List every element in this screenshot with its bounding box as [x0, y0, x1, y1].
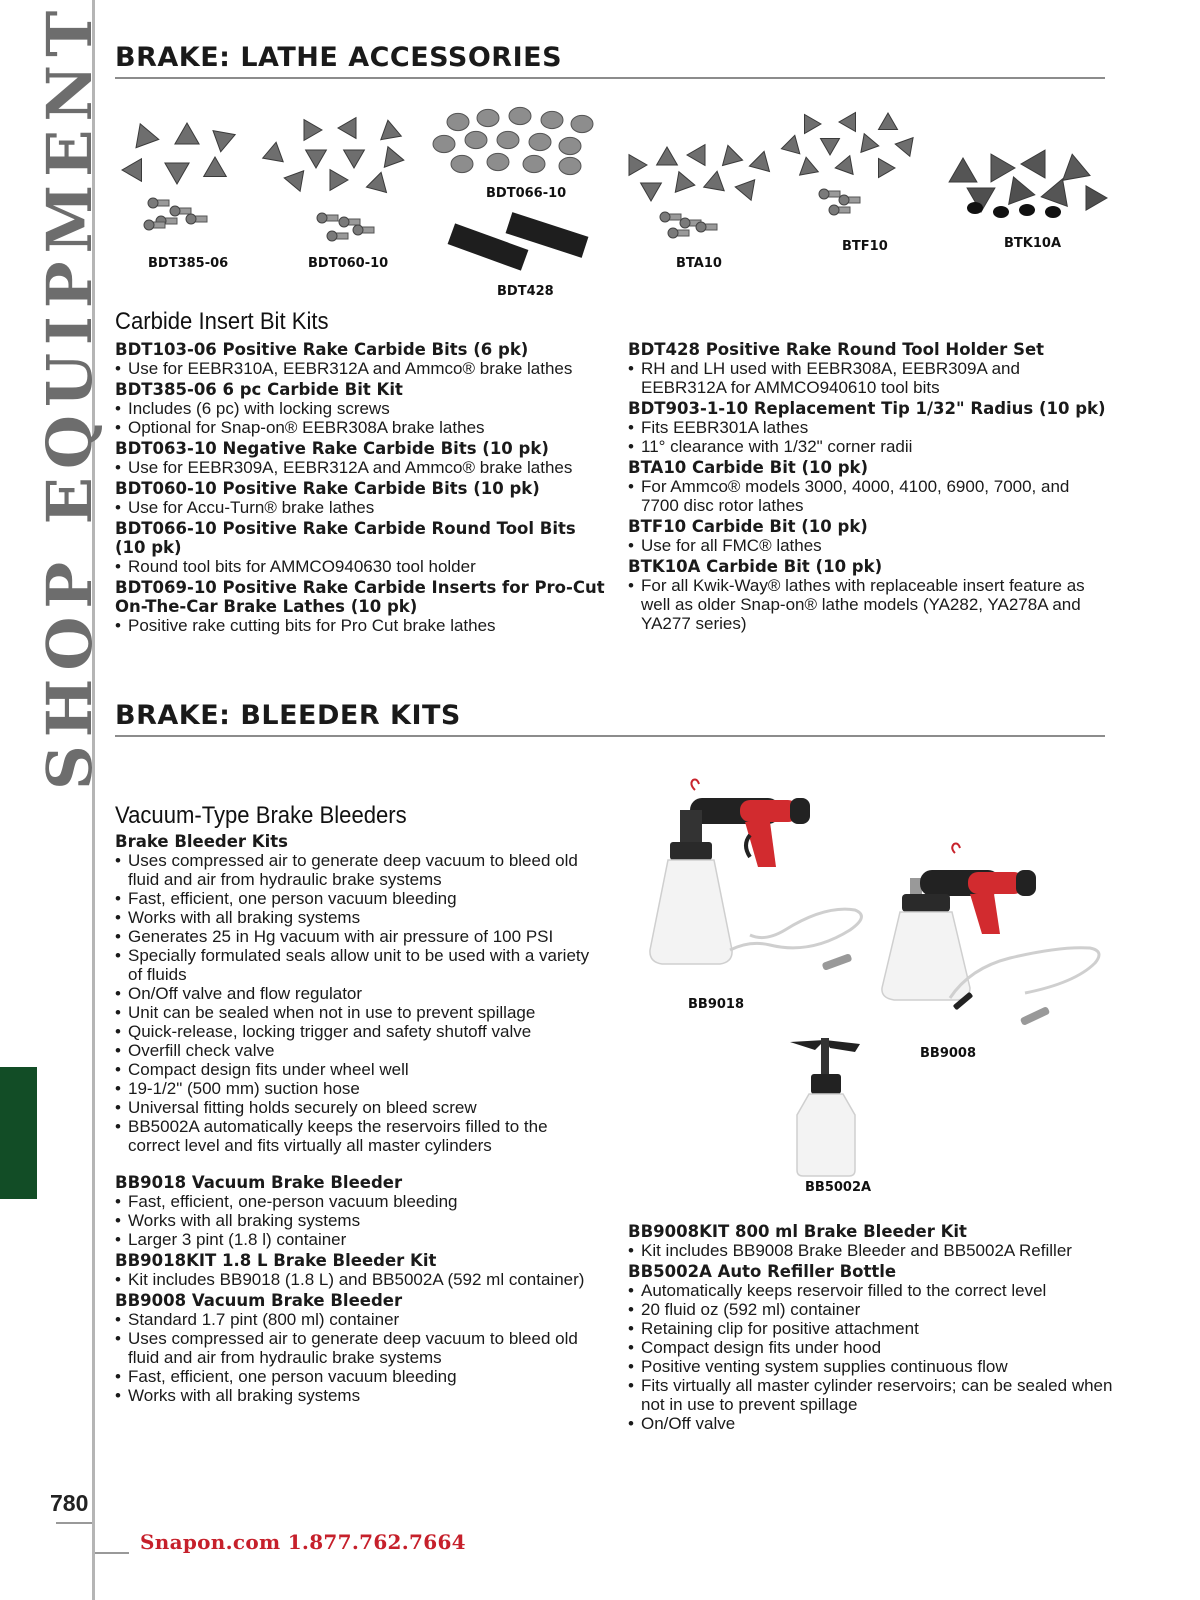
insert-shape [629, 155, 647, 176]
product-bullet: • Fits EEBR301A lathes [628, 418, 1108, 437]
product-bullet: • Fits virtually all master cylinder reservoirs; can be sealed when not in use to prevent spillage [628, 1376, 1113, 1414]
label-bdt066: BDT066-10 [486, 186, 567, 201]
insert-shape [657, 147, 678, 165]
lathe-right-column [628, 338, 1108, 633]
label-btf10: BTF10 [842, 239, 888, 254]
product-bullet: • Round tool bits for AMMCO940630 tool holder [115, 557, 605, 576]
insert-shape [263, 142, 284, 162]
product-title: BB9018KIT 1.8 L Brake Bleeder Kit [115, 1251, 437, 1270]
bdt428-image [445, 208, 590, 278]
subtitle-carbide-kits: Carbide Insert Bit Kits [115, 308, 329, 335]
round-insert-shape [477, 109, 499, 126]
insert-shape [749, 151, 769, 171]
label-bdt060: BDT060-10 [308, 256, 389, 271]
insert-shape [641, 183, 662, 201]
product-title: BDT385-06 6 pc Carbide Bit Kit [115, 380, 403, 399]
side-section-label: SHOP EQUIPMENT [33, 2, 106, 790]
insert-shape [381, 120, 402, 140]
round-insert-shape [487, 153, 509, 170]
insert-shape [1041, 179, 1067, 206]
round-insert-shape [541, 111, 563, 128]
product-bullet: • Works with all braking systems [115, 1211, 595, 1230]
screw-shape [993, 206, 1009, 218]
product-title: BDT069-10 Positive Rake Carbide Inserts for Pro-Cut On-The-Car Brake Lathes (10 pk) [115, 578, 605, 616]
kit-bullet: • Quick-release, locking trigger and safety shutoff valve [115, 1022, 595, 1041]
bleeder-left-column [115, 832, 595, 1405]
insert-shape [839, 113, 856, 132]
section-rule-bleeder [115, 735, 1105, 737]
product-bullet: • Automatically keeps reservoir filled to the correct level [628, 1281, 1113, 1300]
kit-bullet: • Works with all braking systems [115, 908, 595, 927]
product-title: BTF10 Carbide Bit (10 pk) [628, 517, 868, 536]
kit-bullet: • Fast, efficient, one person vacuum bleeding [115, 889, 595, 908]
kit-bullet: • Uses compressed air to generate deep vacuum to bleed old fluid and air from hydraulic brake systems [115, 851, 595, 889]
product-bullet: • Includes (6 pc) with locking screws [115, 399, 605, 418]
insert-shape [1063, 154, 1090, 180]
insert-shape [1086, 186, 1107, 210]
screw-shape [668, 228, 689, 238]
bdt060-image [260, 118, 420, 248]
screw-shape [317, 213, 338, 223]
product-bullet: • Optional for Snap-on® EEBR308A brake lathes [115, 418, 605, 437]
insert-shape [723, 145, 743, 165]
insert-shape [330, 170, 348, 191]
product-title: BB5002A Auto Refiller Bottle [628, 1262, 897, 1281]
insert-shape [781, 135, 799, 153]
bb9018-image [650, 780, 865, 990]
insert-shape [384, 147, 404, 168]
insert-shape [735, 180, 755, 201]
product-bullet: • Compact design fits under hood [628, 1338, 1113, 1357]
insert-shape [835, 156, 853, 175]
product-bullet: • RH and LH used with EEBR308A, EEBR309A and EEBR312A for AMMCO940610 tool bits [628, 359, 1108, 397]
subtitle-vacuum-bleeders: Vacuum-Type Brake Bleeders [115, 802, 407, 829]
section-rule-lathe [115, 77, 1105, 79]
page-number: 780 [50, 1490, 89, 1516]
product-bullet: • Kit includes BB9018 (1.8 L) and BB5002A (592 ml container) [115, 1270, 595, 1289]
product-title: BTK10A Carbide Bit (10 pk) [628, 557, 883, 576]
insert-shape [704, 171, 725, 191]
screw-shape [353, 225, 374, 235]
insert-shape [1021, 150, 1045, 178]
kit-bullet: • Compact design fits under wheel well [115, 1060, 595, 1079]
round-insert-shape [529, 133, 551, 150]
screw-shape [967, 202, 983, 214]
screw-shape [144, 220, 165, 230]
product-title: BTA10 Carbide Bit (10 pk) [628, 458, 869, 477]
insert-shape [344, 150, 365, 168]
insert-shape [306, 150, 327, 168]
insert-shape [366, 172, 386, 192]
product-bullet: • Use for EEBR310A, EEBR312A and Ammco® brake lathes [115, 359, 605, 378]
section-title-bleeder: BRAKE: BLEEDER KITS [115, 700, 461, 731]
insert-shape [861, 134, 879, 153]
round-insert-shape [523, 155, 545, 172]
product-title: BDT428 Positive Rake Round Tool Holder Set [628, 340, 1045, 359]
kit-bullet: • Unit can be sealed when not in use to prevent spillage [115, 1003, 595, 1022]
label-btk10a: BTK10A [1004, 236, 1062, 251]
insert-shape [800, 157, 819, 175]
kit-bullet: • Generates 25 in Hg vacuum with air pressure of 100 PSI [115, 927, 595, 946]
insert-shape [122, 159, 142, 182]
section-color-tab [0, 1067, 37, 1199]
screw-shape [148, 198, 169, 208]
kits-heading: Brake Bleeder Kits [115, 832, 288, 851]
product-bullet: • Use for all FMC® lathes [628, 536, 1108, 555]
product-bullet: • On/Off valve [628, 1414, 1113, 1433]
product-bullet: • Works with all braking systems [115, 1386, 595, 1405]
page-number-rule [56, 1522, 92, 1524]
round-insert-shape [451, 155, 473, 172]
insert-shape [165, 163, 189, 184]
insert-shape [284, 171, 304, 192]
screw-shape [1045, 206, 1061, 218]
insert-shape [991, 154, 1015, 182]
btf10-image [780, 112, 930, 222]
round-insert-shape [559, 137, 581, 154]
insert-shape [304, 120, 322, 141]
product-bullet: • Positive rake cutting bits for Pro Cut brake lathes [115, 616, 605, 635]
round-insert-shape [509, 107, 531, 124]
insert-shape [879, 113, 898, 130]
product-bullet: • Standard 1.7 pint (800 ml) container [115, 1310, 595, 1329]
insert-shape [675, 172, 695, 193]
section-title-lathe: BRAKE: LATHE ACCESSORIES [115, 42, 563, 73]
screw-shape [819, 189, 840, 199]
product-title: BDT063-10 Negative Rake Carbide Bits (10 pk) [115, 439, 549, 458]
screw-shape [327, 231, 348, 241]
round-insert-shape [497, 131, 519, 148]
screw-shape [696, 222, 717, 232]
product-bullet: • Fast, efficient, one person vacuum bleeding [115, 1367, 595, 1386]
label-bb9008: BB9008 [920, 1046, 976, 1061]
bb9008-image [880, 848, 1110, 1048]
round-insert-shape [571, 115, 593, 132]
screw-shape [186, 214, 207, 224]
product-bullet: • 11° clearance with 1/32" corner radii [628, 437, 1108, 456]
footer-rule [95, 1552, 129, 1554]
label-bb9018: BB9018 [688, 997, 744, 1012]
screw-shape [829, 205, 850, 215]
product-title: BDT060-10 Positive Rake Carbide Bits (10 pk) [115, 479, 540, 498]
product-title: BB9018 Vacuum Brake Bleeder [115, 1173, 403, 1192]
footer-contact[interactable]: Snapon.com 1.877.762.7664 [140, 1530, 466, 1554]
product-bullet: • 20 fluid oz (592 ml) container [628, 1300, 1113, 1319]
round-insert-shape [465, 131, 487, 148]
product-bullet: • Retaining clip for positive attachment [628, 1319, 1113, 1338]
insert-shape [204, 157, 227, 177]
insert-shape [175, 123, 199, 144]
label-bta10: BTA10 [676, 256, 722, 271]
kit-bullet: • Universal fitting holds securely on bleed screw [115, 1098, 595, 1117]
product-bullet: • Use for EEBR309A, EEBR312A and Ammco® brake lathes [115, 458, 605, 477]
product-bullet: • Uses compressed air to generate deep vacuum to bleed old fluid and air from hydraulic brake systems [115, 1329, 595, 1367]
btk10a-image [945, 150, 1110, 220]
bdt066-image [430, 106, 605, 181]
screw-shape [839, 195, 860, 205]
insert-shape [213, 131, 235, 152]
round-insert-shape [447, 113, 469, 130]
screw-shape [660, 212, 681, 222]
product-bullet: • For Ammco® models 3000, 4000, 4100, 6900, 7000, and 7700 disc rotor lathes [628, 477, 1108, 515]
insert-shape [687, 145, 705, 166]
insert-shape [805, 115, 822, 134]
round-insert-shape [433, 135, 455, 152]
screw-shape [1019, 204, 1035, 216]
kit-bullet: • BB5002A automatically keeps the reservoirs filled to the correct level and fits virtually all master cylinders [115, 1117, 595, 1155]
insert-shape [895, 138, 913, 157]
product-title: BB9008 Vacuum Brake Bleeder [115, 1291, 403, 1310]
product-bullet: • Fast, efficient, one-person vacuum bleeding [115, 1192, 595, 1211]
insert-shape [949, 158, 977, 182]
lathe-left-column [115, 338, 605, 635]
product-bullet: • Kit includes BB9008 Brake Bleeder and BB5002A Refiller [628, 1241, 1113, 1260]
product-bullet: • Larger 3 pint (1.8 l) container [115, 1230, 595, 1249]
insert-shape [1009, 177, 1035, 204]
round-insert-shape [559, 157, 581, 174]
insert-shape [338, 118, 356, 139]
label-bdt385: BDT385-06 [148, 256, 229, 271]
kit-bullet: • Overfill check valve [115, 1041, 595, 1060]
label-bdt428: BDT428 [497, 284, 554, 299]
product-bullet: • Positive venting system supplies continuous flow [628, 1357, 1113, 1376]
bdt385-image [115, 125, 245, 245]
product-title: BDT903-1-10 Replacement Tip 1/32" Radius (10 pk) [628, 399, 1106, 418]
product-title: BB9008KIT 800 ml Brake Bleeder Kit [628, 1222, 967, 1241]
kit-bullet: • Specially formulated seals allow unit to be used with a variety of fluids [115, 946, 595, 984]
label-bb5002a: BB5002A [805, 1180, 872, 1195]
product-bullet: • Use for Accu-Turn® brake lathes [115, 498, 605, 517]
product-bullet: • For all Kwik-Way® lathes with replaceable insert feature as well as older Snap-on® lathe models (YA282, YA278A and YA277 series) [628, 576, 1108, 633]
insert-shape [821, 139, 840, 156]
bta10-image [615, 135, 775, 245]
kit-bullet: • 19-1/2" (500 mm) suction hose [115, 1079, 595, 1098]
bleeder-right-column [628, 1220, 1113, 1433]
product-title: BDT103-06 Positive Rake Carbide Bits (6 pk) [115, 340, 529, 359]
kit-bullet: • On/Off valve and flow regulator [115, 984, 595, 1003]
product-title: BDT066-10 Positive Rake Carbide Round Tool Bits (10 pk) [115, 519, 576, 557]
insert-shape [136, 124, 159, 148]
bb5002a-image [785, 1030, 875, 1178]
insert-shape [879, 159, 896, 178]
